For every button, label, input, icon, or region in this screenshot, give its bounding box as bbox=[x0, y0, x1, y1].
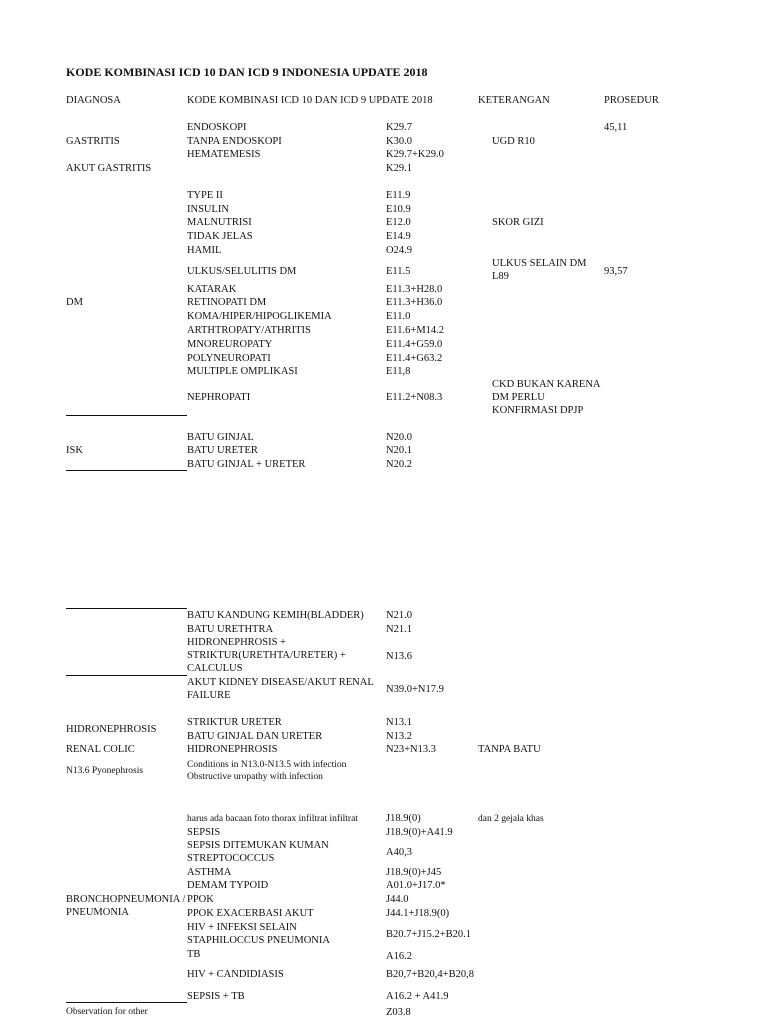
code-label: BATU KANDUNG KEMIH(BLADDER) bbox=[187, 610, 364, 621]
diagnosis-akut-gastritis: AKUT GASTRITIS bbox=[66, 163, 152, 174]
code-label: KOMA/HIPER/HIPOGLIKEMIA bbox=[187, 311, 332, 322]
code-label: TANPA ENDOSKOPI bbox=[187, 136, 282, 147]
code-value: K29.7 bbox=[386, 122, 412, 133]
code-label: HIDRONEPHROSIS bbox=[187, 744, 278, 755]
code-value: E12.0 bbox=[386, 217, 411, 228]
code-value: N13.2 bbox=[386, 731, 412, 742]
code-label: INSULIN bbox=[187, 204, 229, 215]
code-label: STRIKTUR URETER bbox=[187, 717, 282, 728]
code-value: J44.1+J18.9(0) bbox=[386, 908, 450, 919]
diagnosis-renal-colic: RENAL COLIC bbox=[66, 744, 135, 755]
code-value: E11.6+M14.2 bbox=[386, 325, 445, 336]
code-value: E11.0 bbox=[386, 311, 411, 322]
code-label: BATU URETHTRA bbox=[187, 624, 274, 635]
code-value: N20.0 bbox=[386, 432, 412, 443]
code-label: AKUT KIDNEY DISEASE/AKUT RENAL FAILURE bbox=[187, 677, 374, 701]
row-divider bbox=[66, 1002, 187, 1003]
note-ckd: CKD BUKAN KARENA DM PERLU KONFIRMASI DPJP bbox=[492, 379, 600, 416]
code-value: N20.1 bbox=[386, 445, 412, 456]
diagnosis-gastritis: GASTRITIS bbox=[66, 136, 120, 147]
code-value: N23+N13.3 bbox=[386, 744, 436, 755]
code-label: DEMAM TYPOID bbox=[187, 880, 269, 891]
code-label: ARTHTROPATY/ATHRITIS bbox=[187, 325, 311, 336]
code-value: N21.1 bbox=[386, 624, 412, 635]
code-label: BATU GINJAL bbox=[187, 432, 254, 443]
code-label: HIV + INFEKSI SELAIN STAPHILOCCUS PNEUMONIA bbox=[187, 922, 330, 946]
header-prosedur: PROSEDUR bbox=[604, 95, 659, 106]
code-value: Z03.8 bbox=[386, 1007, 411, 1018]
diagnosis-bronchopneumonia: BRONCHOPNEUMONIA / PNEUMONIA bbox=[66, 894, 186, 918]
code-value: E11.4+G59.0 bbox=[386, 339, 443, 350]
code-label: KATARAK bbox=[187, 284, 237, 295]
code-label: PPOK EXACERBASI AKUT bbox=[187, 908, 314, 919]
code-label: TIDAK JELAS bbox=[187, 231, 253, 242]
note-ugd: UGD R10 bbox=[492, 136, 535, 147]
code-value: E11.5 bbox=[386, 266, 411, 277]
code-value: B20.7+J15.2+B20.1 bbox=[386, 929, 472, 940]
code-value: E11.3+H36.0 bbox=[386, 297, 443, 308]
code-label: SEPSIS DITEMUKAN KUMAN STREPTOCOCCUS bbox=[187, 840, 329, 864]
code-value: N20.2 bbox=[386, 459, 412, 470]
code-value: E11.9 bbox=[386, 190, 411, 201]
code-label: HIDRONEPHROSIS + STRIKTUR(URETHTA/URETER) + CALCULUS bbox=[187, 637, 346, 674]
note-gejala: dan 2 gejala khas bbox=[478, 814, 544, 824]
code-label: PPOK bbox=[187, 894, 214, 905]
diagnosis-observation: Observation for other bbox=[66, 1007, 148, 1017]
code-value: N13.1 bbox=[386, 717, 412, 728]
code-value: E11,8 bbox=[386, 366, 411, 377]
code-value: E10.9 bbox=[386, 204, 411, 215]
diagnosis-hidronephrosis: HIDRONEPHROSIS bbox=[66, 724, 157, 735]
diagnosis-pyonephrosis: N13.6 Pyonephrosis bbox=[66, 766, 144, 776]
code-label: Obstructive uropathy with infection bbox=[187, 772, 323, 782]
row-divider bbox=[66, 608, 187, 609]
row-divider bbox=[66, 415, 187, 416]
procedure-value: 45,11 bbox=[604, 122, 628, 133]
diagnosis-dm: DM bbox=[66, 297, 83, 308]
code-value: J18.9(0) bbox=[386, 813, 421, 824]
code-label: TB bbox=[187, 949, 201, 960]
diagnosis-isk: ISK bbox=[66, 445, 83, 456]
header-kode: KODE KOMBINASI ICD 10 DAN ICD 9 UPDATE 2018 bbox=[187, 95, 433, 106]
code-value: J18.9(0)+J45 bbox=[386, 867, 442, 878]
code-value: N13.6 bbox=[386, 651, 412, 662]
code-value: A16.2 + A41.9 bbox=[386, 991, 449, 1002]
code-label: BATU GINJAL + URETER bbox=[187, 459, 306, 470]
code-label: ENDOSKOPI bbox=[187, 122, 247, 133]
code-label: SEPSIS bbox=[187, 827, 221, 838]
code-label: ULKUS/SELULITIS DM bbox=[187, 266, 297, 277]
code-label: HAMIL bbox=[187, 245, 222, 256]
header-keterangan: KETERANGAN bbox=[478, 95, 550, 106]
code-label: NEPHROPATI bbox=[187, 392, 251, 403]
code-label: BATU URETER bbox=[187, 445, 258, 456]
code-label: RETINOPATI DM bbox=[187, 297, 267, 308]
code-value: E11.4+G63.2 bbox=[386, 353, 443, 364]
code-value: J44.0 bbox=[386, 894, 409, 905]
code-label: MALNUTRISI bbox=[187, 217, 252, 228]
note-tanpa-batu: TANPA BATU bbox=[478, 744, 541, 755]
code-label: MULTIPLE OMPLIKASI bbox=[187, 366, 298, 377]
page-title: KODE KOMBINASI ICD 10 DAN ICD 9 INDONESIA UPDATE 2018 bbox=[66, 65, 428, 79]
header-diagnosa: DIAGNOSA bbox=[66, 95, 121, 106]
code-value: K29.7+K29.0 bbox=[386, 149, 444, 160]
code-label: Conditions in N13.0-N13.5 with infection bbox=[187, 760, 347, 770]
code-value: A01.0+J17.0* bbox=[386, 880, 446, 891]
code-label: POLYNEUROPATI bbox=[187, 353, 271, 364]
code-label: harus ada bacaan foto thorax infiltrat infiltrat bbox=[187, 814, 358, 824]
note-ulkus: ULKUS SELAIN DM L89 bbox=[492, 258, 587, 282]
code-value: O24.9 bbox=[386, 245, 412, 256]
code-value: E14.9 bbox=[386, 231, 411, 242]
row-divider bbox=[66, 675, 187, 676]
note-skor-gizi: SKOR GIZI bbox=[492, 217, 544, 228]
code-label: MNOREUROPATY bbox=[187, 339, 273, 350]
procedure-value: 93,57 bbox=[604, 266, 628, 277]
code-value: E11.2+N08.3 bbox=[386, 392, 443, 403]
code-value: N21.0 bbox=[386, 610, 412, 621]
code-label: BATU GINJAL DAN URETER bbox=[187, 731, 323, 742]
code-value: J18.9(0)+A41.9 bbox=[386, 827, 453, 838]
code-value: K29.1 bbox=[386, 163, 412, 174]
code-label: SEPSIS + TB bbox=[187, 991, 245, 1002]
code-label: TYPE II bbox=[187, 190, 223, 201]
code-value: E11.3+H28.0 bbox=[386, 284, 443, 295]
code-label: HIV + CANDIDIASIS bbox=[187, 969, 284, 980]
code-value: A40,3 bbox=[386, 847, 412, 858]
row-divider bbox=[66, 470, 187, 471]
code-label: HEMATEMESIS bbox=[187, 149, 261, 160]
code-value: K30.0 bbox=[386, 136, 412, 147]
code-value: N39.0+N17.9 bbox=[386, 684, 444, 695]
code-value: A16.2 bbox=[386, 951, 412, 962]
code-value: B20,7+B20,4+B20,8 bbox=[386, 969, 474, 980]
code-label: ASTHMA bbox=[187, 867, 232, 878]
